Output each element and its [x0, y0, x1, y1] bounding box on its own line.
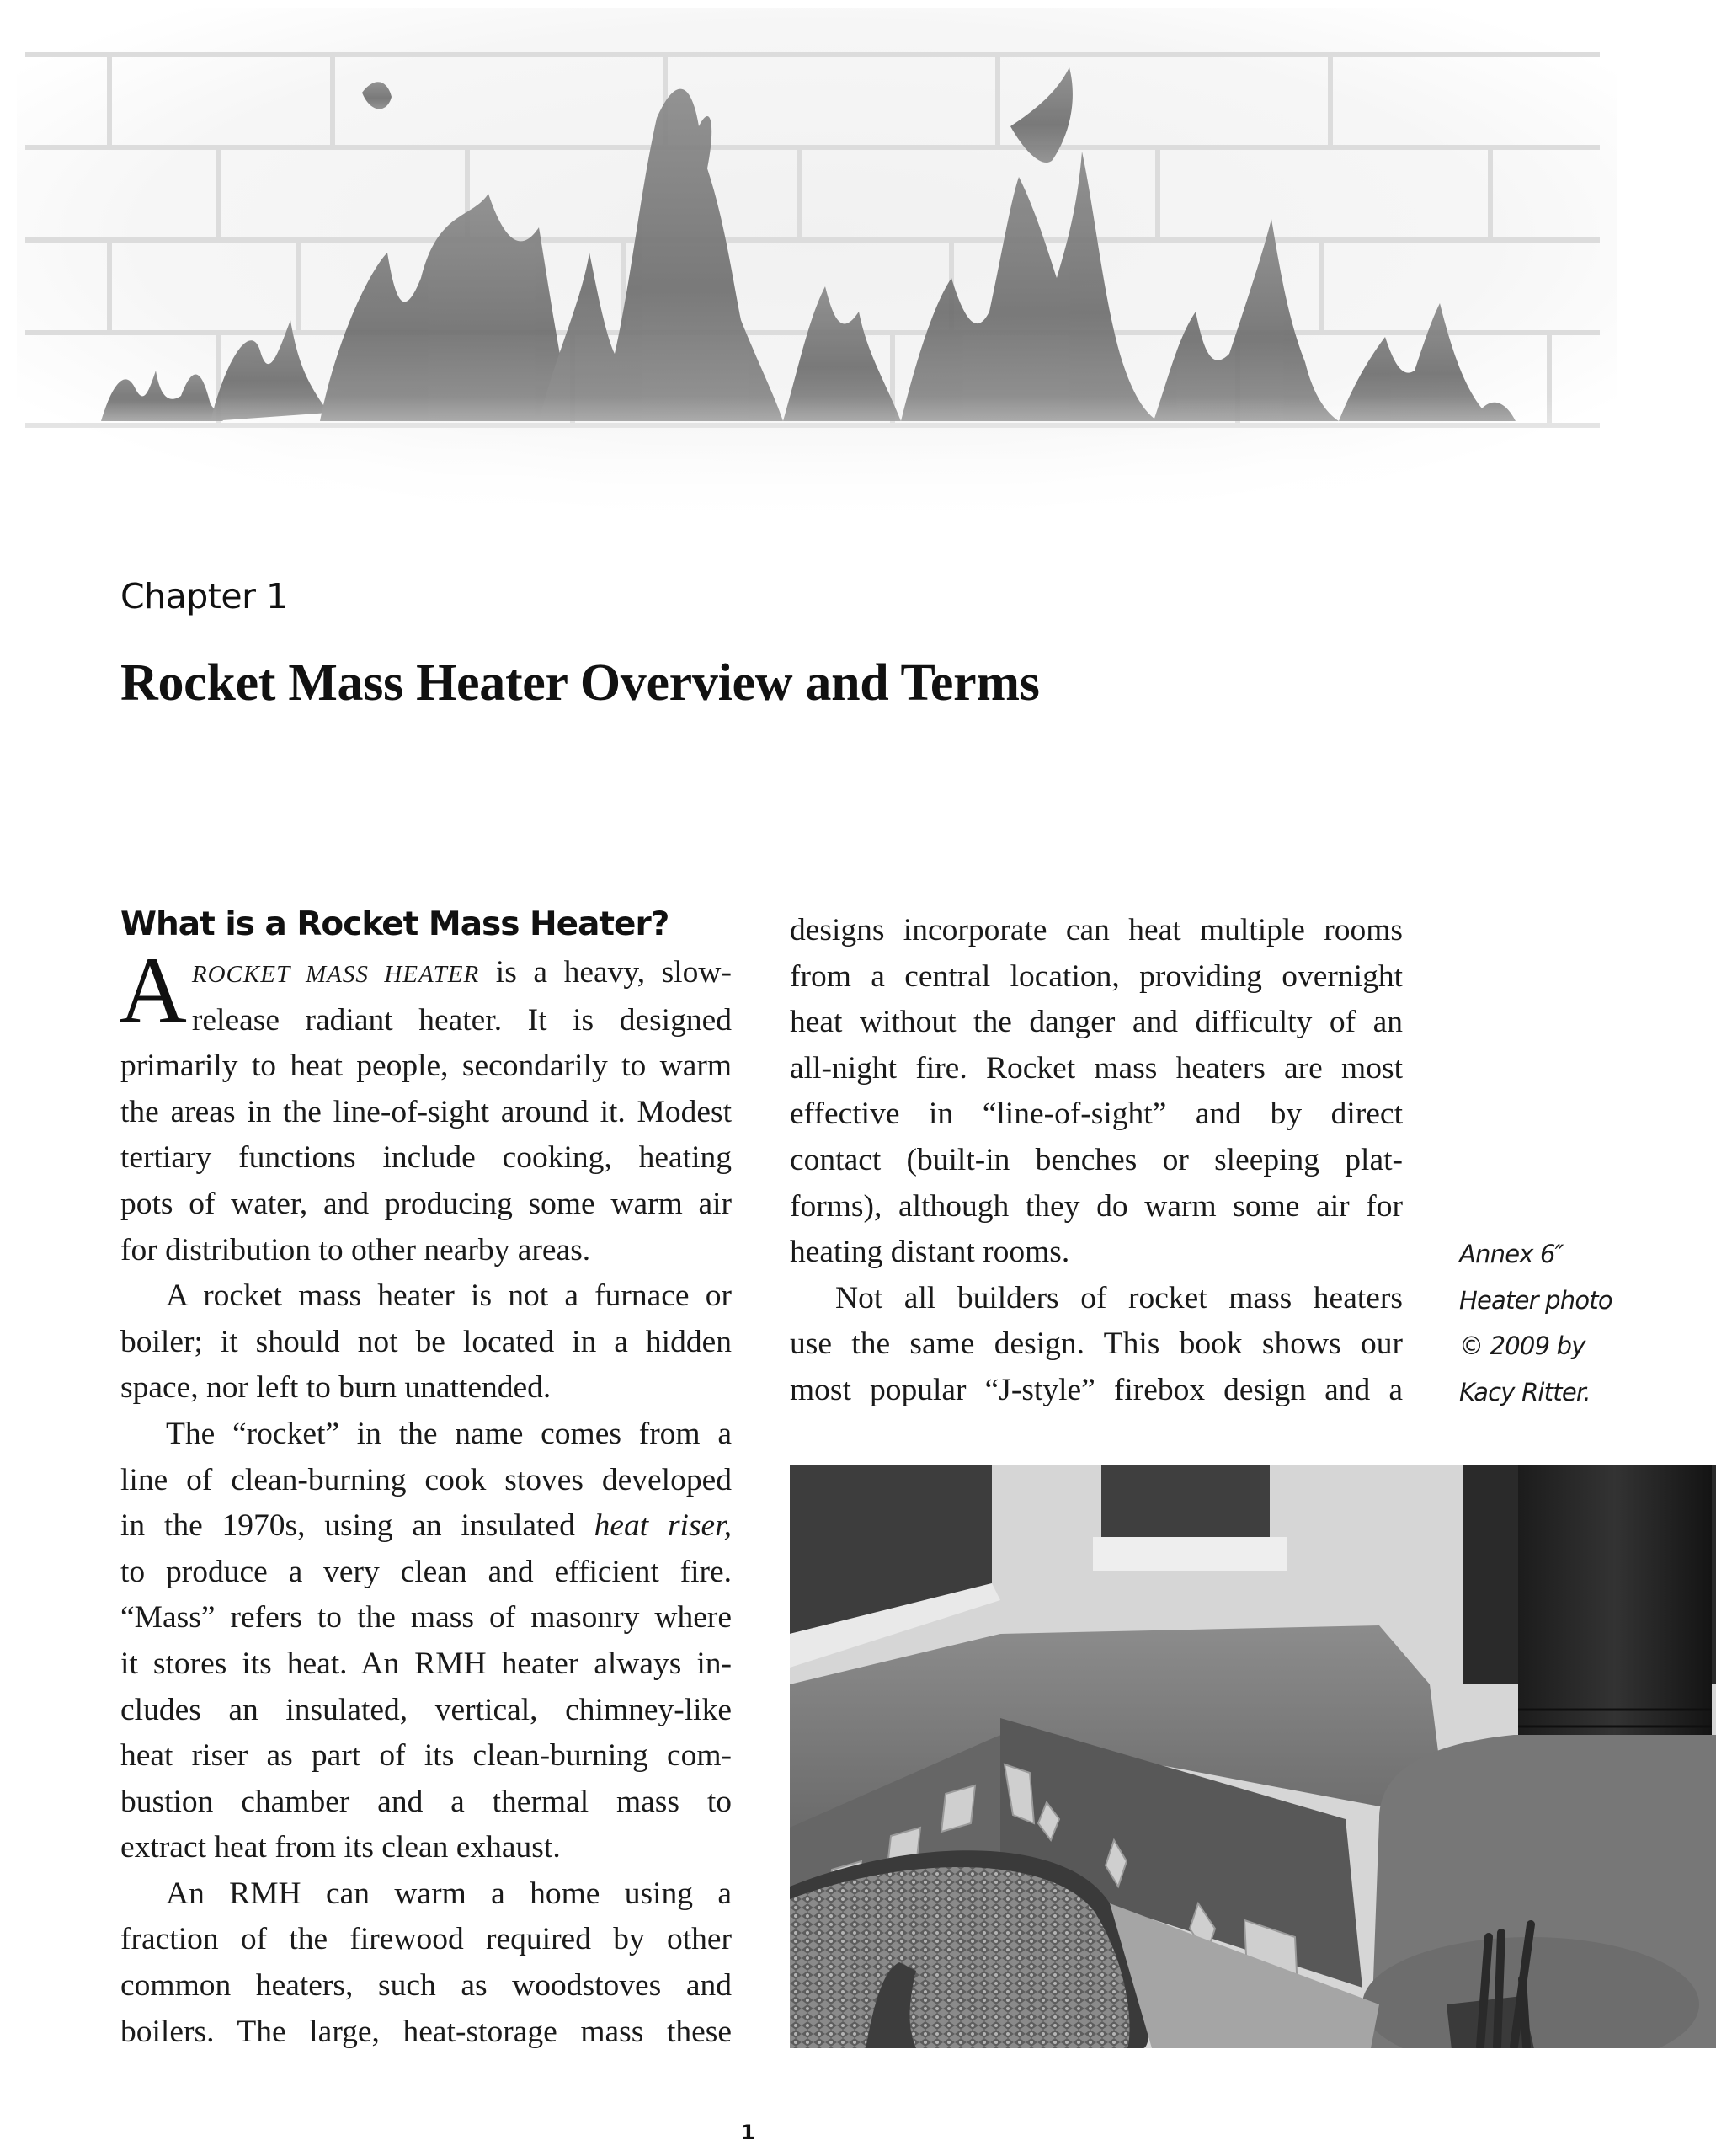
text-line: heat without the danger and difficulty of an: [790, 1005, 1403, 1040]
text-line: heating distant rooms.: [790, 1235, 1070, 1270]
text-line: pots of water, and producing some warm air: [120, 1186, 732, 1221]
text-line: primarily to heat people, secondarily to warm: [120, 1049, 732, 1084]
window-center: [1101, 1465, 1270, 1541]
paragraph: [790, 908, 1403, 1276]
page-number: 1: [741, 2121, 755, 2144]
paragraph: [120, 1273, 732, 1412]
text-line: space, nor left to burn unattended.: [120, 1370, 552, 1406]
text-line: boilers. The large, heat-storage mass these: [120, 2014, 732, 2049]
text-run: is a heavy, slow-: [479, 955, 733, 990]
paragraph: [790, 1276, 1403, 1414]
caption-line: Kacy Ritter.: [1459, 1377, 1591, 1406]
text-line: all-night fire. Rocket mass heaters are most: [790, 1050, 1403, 1086]
italic-term: heat riser,: [594, 1508, 733, 1544]
text-line: Not all builders of rocket mass heaters: [835, 1280, 1403, 1315]
text-line: An RMH can warm a home using a: [166, 1876, 732, 1911]
left-text-column: [120, 903, 732, 2055]
text-line: “Mass” refers to the mass of masonry where: [120, 1600, 732, 1636]
drop-cap: A: [119, 938, 187, 1043]
text-line: the areas in the line-of-sight around it. Modest: [120, 1094, 732, 1129]
paragraph: [120, 1871, 732, 2055]
text-line: [120, 950, 732, 998]
intro-paragraph: [119, 938, 733, 1273]
text-line: common heaters, such as woodstoves and: [120, 1968, 732, 2004]
photo-caption: [1459, 1231, 1612, 1415]
text-line: contact (built-in benches or sleeping plat-: [790, 1142, 1403, 1177]
caption-line: © 2009 by: [1459, 1331, 1585, 1361]
text-run: in the 1970s, using an insulated: [120, 1508, 594, 1544]
text-line: forms), although they do warm some air for: [790, 1188, 1403, 1224]
chapter-label: Chapter 1: [120, 576, 288, 616]
flames-over-brick-wall-illustration: [0, 0, 1716, 522]
text-line: designs incorporate can heat multiple rooms: [790, 913, 1403, 947]
heater-photo: [790, 1465, 1716, 2048]
paragraph: [120, 1412, 732, 1871]
text-line: most popular “J-style” firebox design and a: [790, 1372, 1403, 1407]
caption-line: Heater photo: [1459, 1285, 1612, 1315]
rocket-mass-heater-photo: [790, 1465, 1716, 2048]
section-heading: What is a Rocket Mass Heater?: [120, 905, 669, 943]
text-line: fraction of the firewood required by other: [120, 1922, 732, 1957]
text-line: line of clean-burning cook stoves developed: [120, 1462, 732, 1497]
small-caps-term: ROCKET MASS HEATER: [191, 961, 480, 988]
text-line: extract heat from its clean exhaust.: [120, 1830, 561, 1865]
text-line: it stores its heat. An RMH heater always in-: [120, 1646, 732, 1681]
text-line: tertiary functions include cooking, heating: [120, 1140, 732, 1176]
text-line: heat riser as part of its clean-burning com-: [120, 1738, 732, 1774]
chapter-title: Rocket Mass Heater Overview and Terms: [120, 654, 1040, 712]
text-line: A rocket mass heater is not a furnace or: [166, 1278, 732, 1314]
text-line: boiler; it should not be located in a hidden: [120, 1324, 732, 1359]
text-line: The “rocket” in the name comes from a: [166, 1416, 732, 1451]
text-line: use the same design. This book shows our: [790, 1326, 1403, 1362]
caption-line: Annex 6″: [1459, 1240, 1564, 1268]
text-line: for distribution to other nearby areas.: [120, 1232, 591, 1267]
text-line: to produce a very clean and efficient fire.: [120, 1554, 732, 1589]
text-line: release radiant heater. It is designed: [191, 1002, 732, 1038]
text-line: [120, 1503, 732, 1550]
text-line: from a central location, providing overnight: [790, 958, 1403, 994]
chapter-banner-flames-image: [0, 0, 1716, 522]
right-text-column: [790, 908, 1403, 1414]
text-line: cludes an insulated, vertical, chimney-like: [120, 1692, 732, 1727]
text-line: bustion chamber and a thermal mass to: [120, 1784, 732, 1819]
text-line: effective in “line-of-sight” and by direct: [790, 1097, 1403, 1132]
